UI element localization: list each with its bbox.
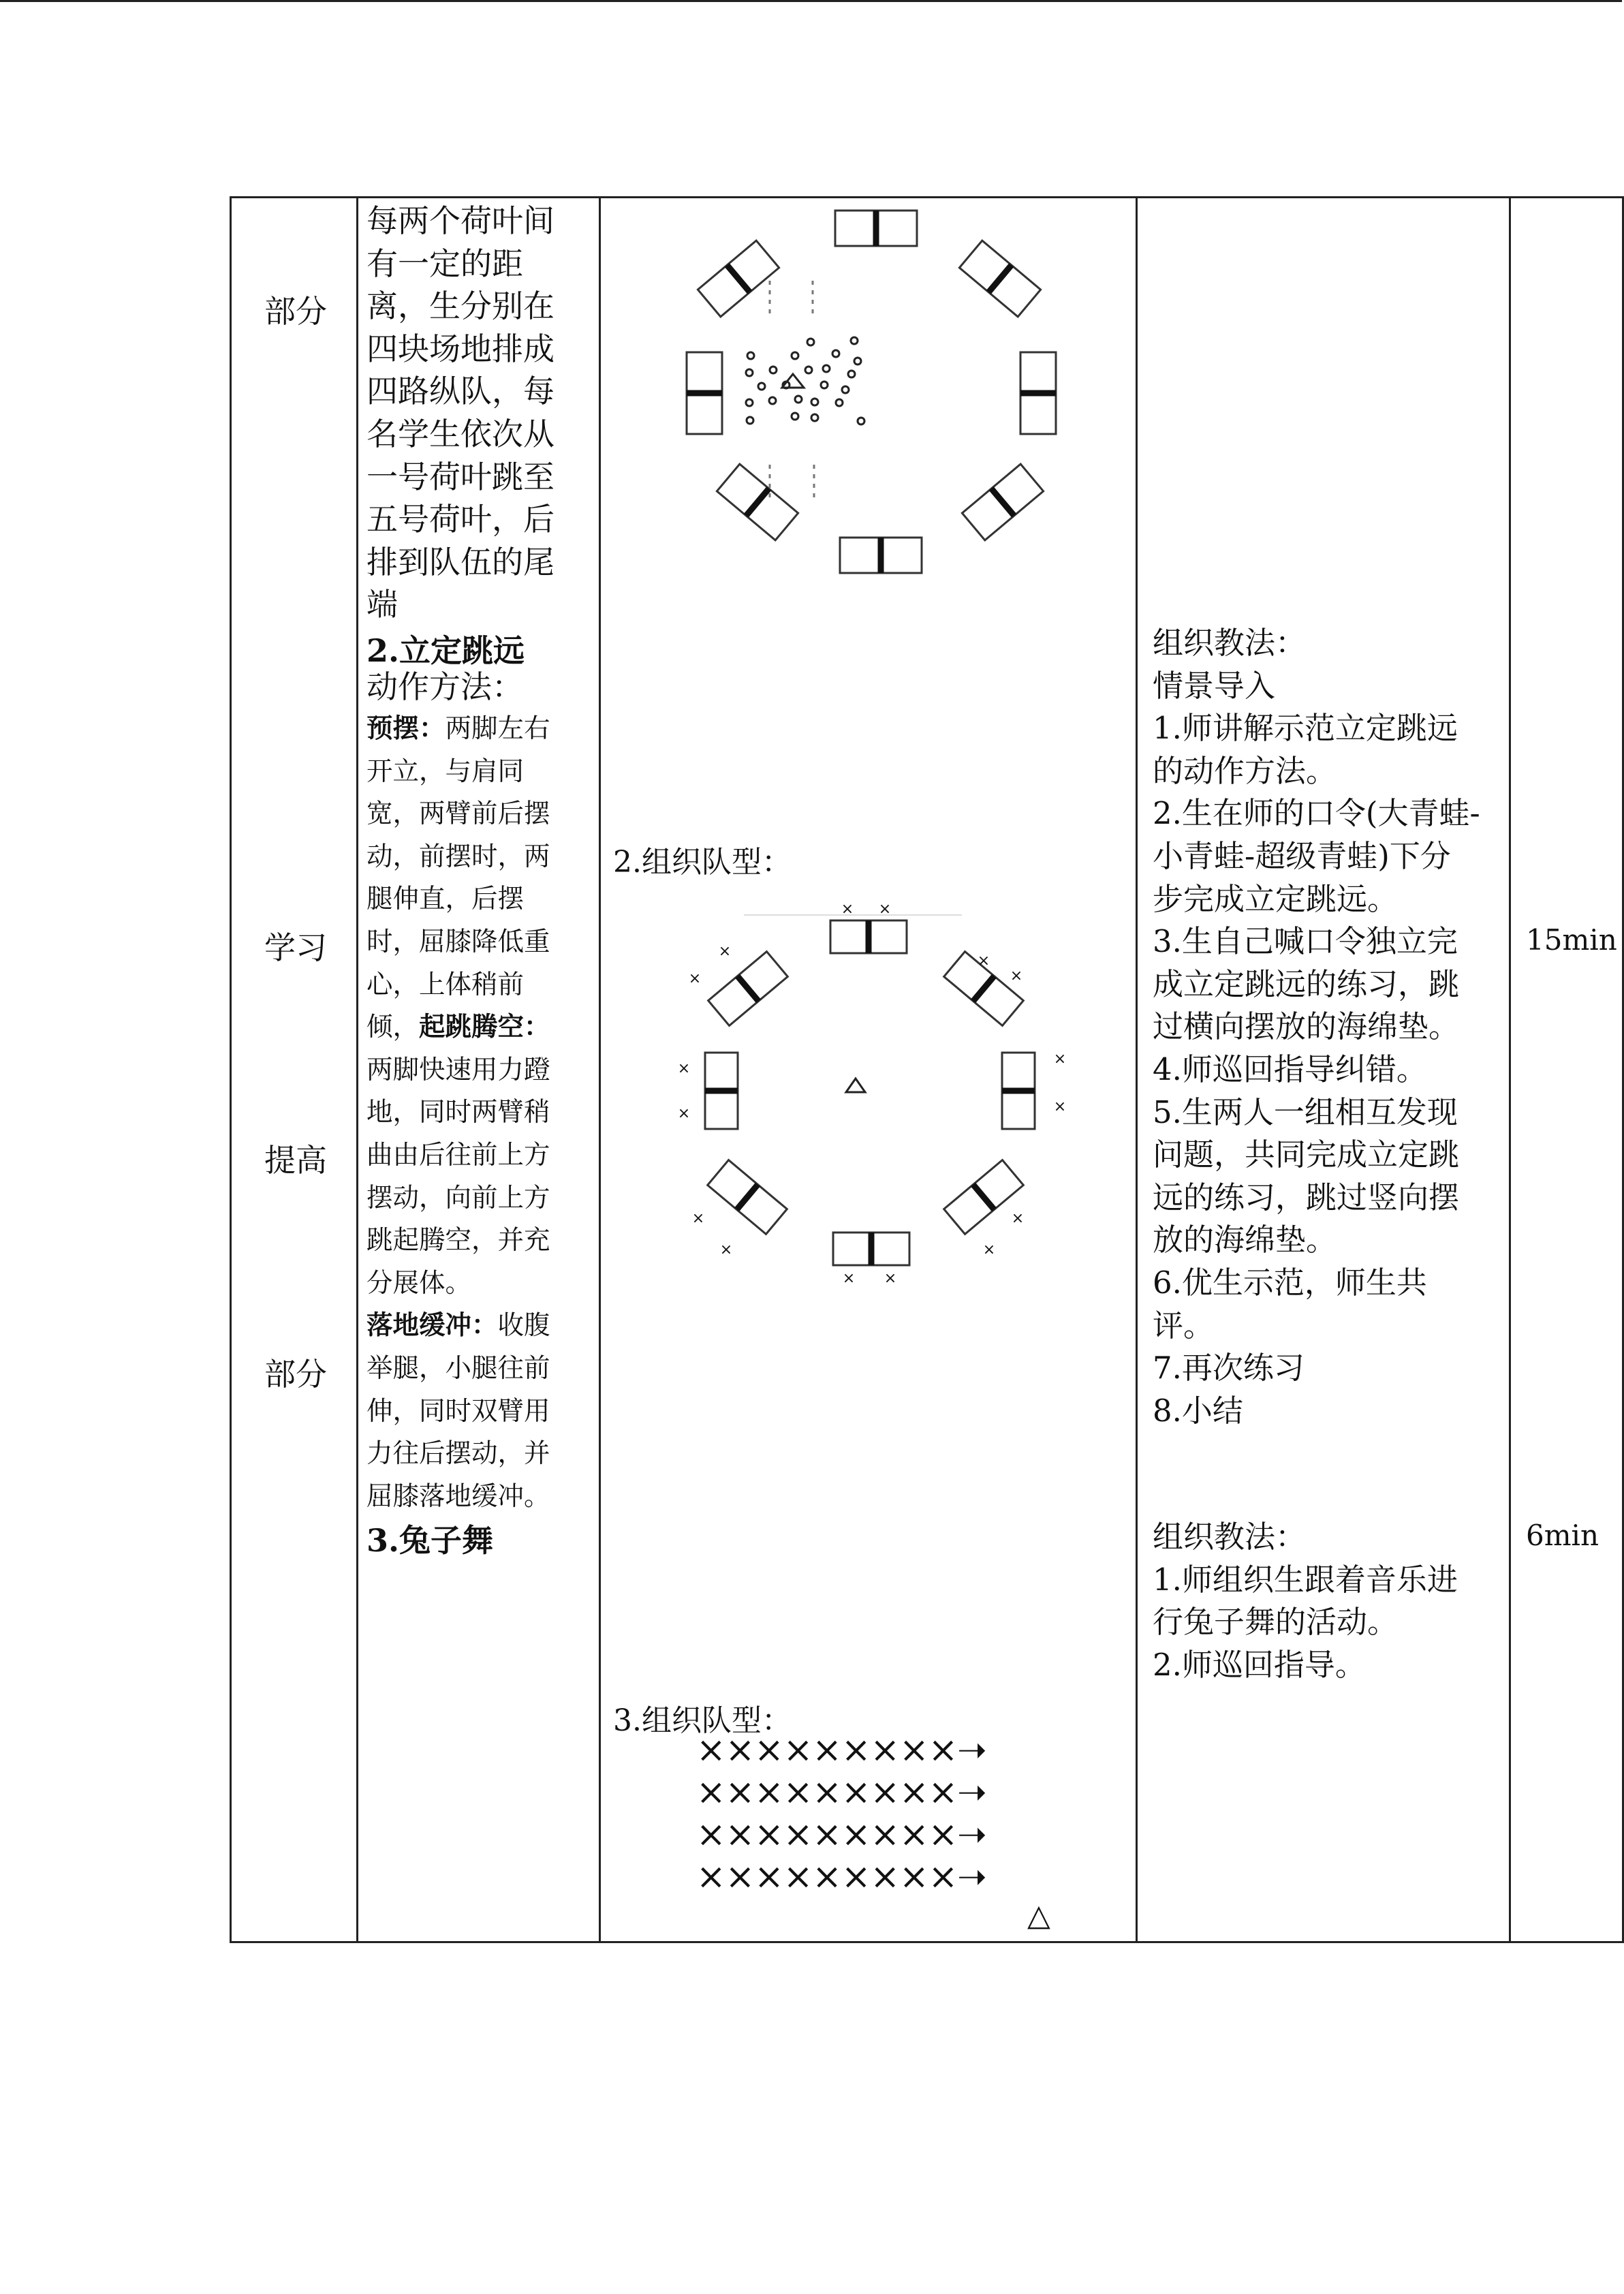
part-label: 部分: [264, 293, 327, 330]
action-method-text: 预摆：两脚左右 开立，与肩同 宽，两臂前后摆 动，前摆时，两 腿伸直，后摆 时，屈膝降低重 心，上体稍前 倾，起跳腾空： 两脚快速用力蹬 地，同时两臂稍 曲由后往前上方 摆动，向前上方 跳起腾空，并充 分展体。 落地缓冲：收腹 举腿，小腿往前 伸，同时双臂用 力往后摆动，并 屈膝落地缓冲。: [366, 713, 550, 1512]
lily-pad-mat: [1020, 352, 1056, 434]
formation-row: ×××××××××➝: [696, 1814, 986, 1855]
svg-text:×: ×: [1011, 1210, 1025, 1227]
sponge-mat: [705, 1053, 738, 1129]
table-row: [231, 198, 1623, 1942]
lily-pad-mat: [962, 464, 1043, 540]
teacher-triangle: [846, 1079, 865, 1092]
sponge-mat: [708, 952, 788, 1026]
lily-pad-mat: [687, 352, 722, 434]
sponge-mat: [1002, 1053, 1035, 1129]
svg-text:×: ×: [719, 1241, 733, 1258]
section-title-bunny-dance: 3.兔子舞: [366, 1522, 494, 1559]
student-groups: [746, 337, 864, 424]
time-value: 6min: [1526, 1519, 1599, 1552]
formation2-caption: 2.组织队型：: [613, 845, 792, 880]
section-subtitle: 动作方法：: [366, 668, 523, 705]
method-block-jump: 组织教法： 情景导入 1.师讲解示范立定跳远 的动作方法。 2.生在师的口令(大青蛙- 小青蛙-超级青蛙)下分 步完成立定跳远。 3.生自己喊口令独立完 成立定跳远的练习，跳 过横向摆放的海绵垫。 4.师巡回指导纠错。 5.生两人一组相互发现 问题，共同完成立定跳 远的练习，跳过竖向摆 放的海绵垫。 6.优生示范，师生共 评。 7.再次练习 8.小结: [1153, 625, 1480, 1429]
time-cell: [1510, 198, 1623, 1942]
svg-text:×: ×: [691, 1210, 705, 1227]
formation3-caption: 3.组织队型：: [613, 1703, 792, 1738]
svg-text:×: ×: [1010, 967, 1023, 985]
time-value: 15min: [1526, 923, 1617, 957]
svg-text:×: ×: [977, 952, 990, 970]
formation-row: ×××××××××➝: [696, 1857, 986, 1897]
svg-text:×: ×: [677, 1060, 691, 1077]
lesson-plan-table: [230, 196, 1624, 1943]
part-label: 学习: [264, 929, 327, 966]
intro-text: 每两个荷叶间 有一定的距 离，生分别在 四块场地排成 四路纵队，每 名学生依次从 一号荷叶跳至 五号荷叶，后 排到队伍的尾 端: [366, 202, 555, 623]
lily-pad-mat: [835, 211, 917, 246]
method-block-bunny-dance: 组织教法： 1.师组织生跟着音乐进 行兔子舞的活动。 2.师巡回指导。: [1153, 1519, 1458, 1683]
standing-jump-formation-diagram: [655, 893, 1067, 1302]
sponge-mat: [830, 920, 907, 953]
svg-text:×: ×: [884, 1270, 897, 1287]
lily-pad-mat: [959, 241, 1040, 317]
part-label: 部分: [264, 1356, 327, 1393]
content-cell: [358, 198, 600, 1942]
lily-pad-mat: [698, 241, 779, 317]
teacher-triangle: △: [1027, 1898, 1050, 1933]
svg-text:×: ×: [677, 1105, 691, 1122]
page-top-rule: [0, 0, 1622, 2]
methods-cell: [1137, 198, 1510, 1942]
svg-text:×: ×: [982, 1241, 996, 1258]
lily-pad-mat: [840, 538, 922, 573]
formation-row: ×××××××××➝: [696, 1772, 986, 1813]
lily-pad-formation-diagram: [683, 202, 1057, 577]
svg-text:×: ×: [688, 970, 702, 987]
svg-text:×: ×: [842, 1270, 856, 1287]
part-label-cell: [231, 198, 358, 1942]
svg-text:×: ×: [841, 901, 854, 918]
section-title-standing-long-jump: 2.立定跳远: [366, 632, 525, 669]
svg-text:×: ×: [1053, 1051, 1067, 1068]
formation-row: ×××××××××➝: [696, 1730, 986, 1771]
lily-pad-mat: [717, 464, 798, 540]
part-label: 提高: [264, 1142, 327, 1179]
diagram-cell: [600, 198, 1137, 1942]
svg-text:×: ×: [1053, 1098, 1067, 1115]
sponge-mat: [833, 1233, 909, 1265]
svg-text:×: ×: [878, 901, 892, 918]
sponge-mat: [708, 1160, 787, 1235]
svg-text:×: ×: [718, 943, 732, 960]
